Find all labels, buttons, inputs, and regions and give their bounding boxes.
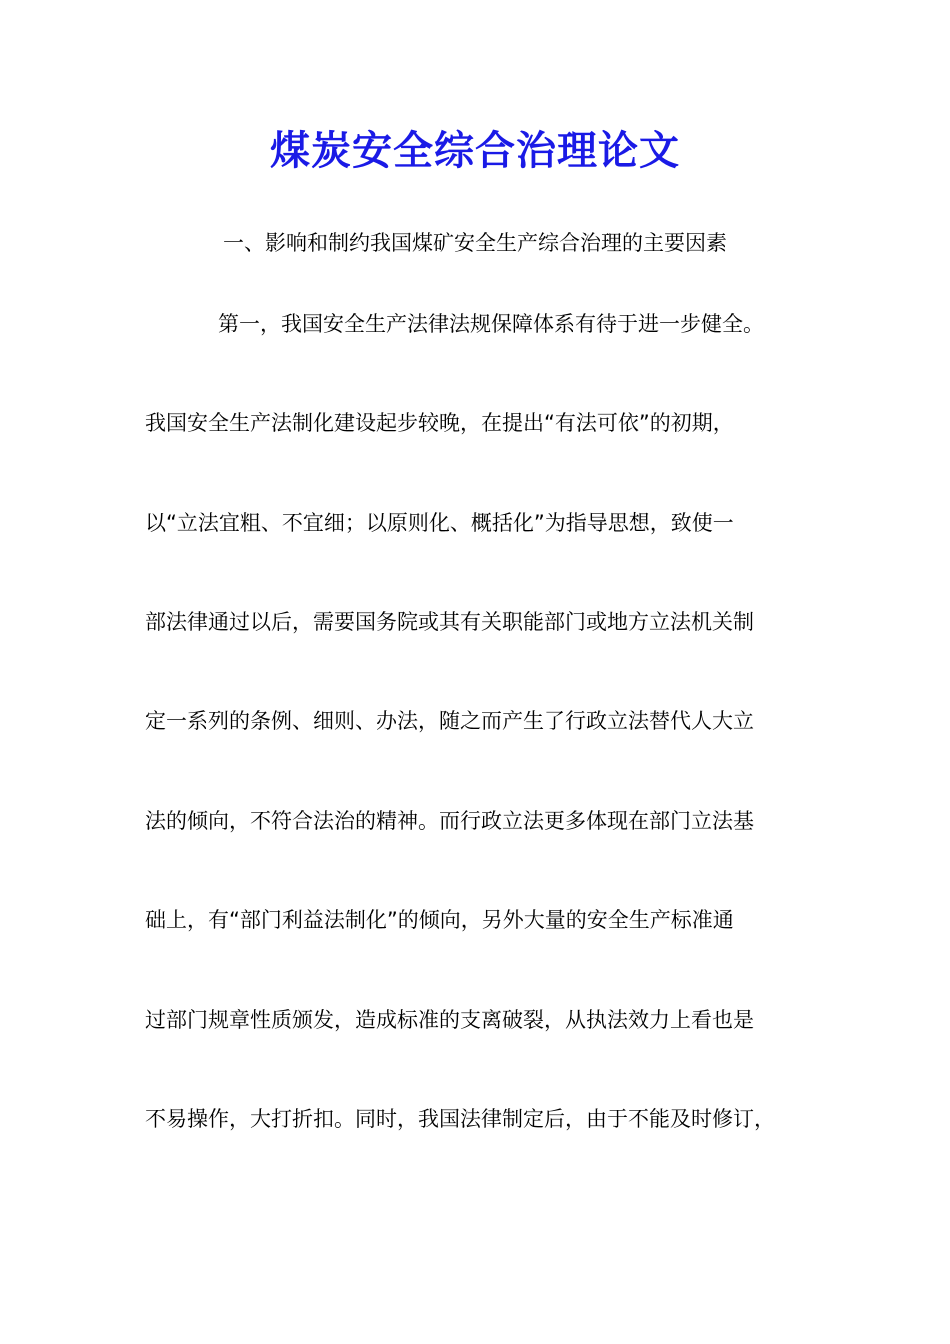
paragraph-line: 第一，我国安全生产法律法规保障体系有待于进一步健全。 [218,312,764,336]
paragraph-line: 过部门规章性质颁发，造成标准的支离破裂，从执法效力上看也是 [145,1008,754,1032]
paragraph-line: 部法律通过以后，需要国务院或其有关职能部门或地方立法机关制 [145,610,754,634]
section-heading: 一、影响和制约我国煤矿安全生产综合治理的主要因素 [223,231,727,255]
document-title: 煤炭安全综合治理论文 [270,127,680,174]
paragraph-line: 法的倾向，不符合法治的精神。而行政立法更多体现在部门立法基 [145,809,754,833]
paragraph-line: 础上，有“部门利益法制化”的倾向，另外大量的安全生产标准通 [145,908,734,932]
paragraph-line: 定一系列的条例、细则、办法，随之而产生了行政立法替代人大立 [145,709,754,733]
paragraph-line: 以“立法宜粗、不宜细；以原则化、概括化”为指导思想，致使一 [145,511,734,535]
paragraph-line: 不易操作，大打折扣。同时，我国法律制定后，由于不能及时修订， [145,1107,775,1131]
paragraph-line: 我国安全生产法制化建设起步较晚，在提出“有法可依”的初期， [145,411,734,435]
